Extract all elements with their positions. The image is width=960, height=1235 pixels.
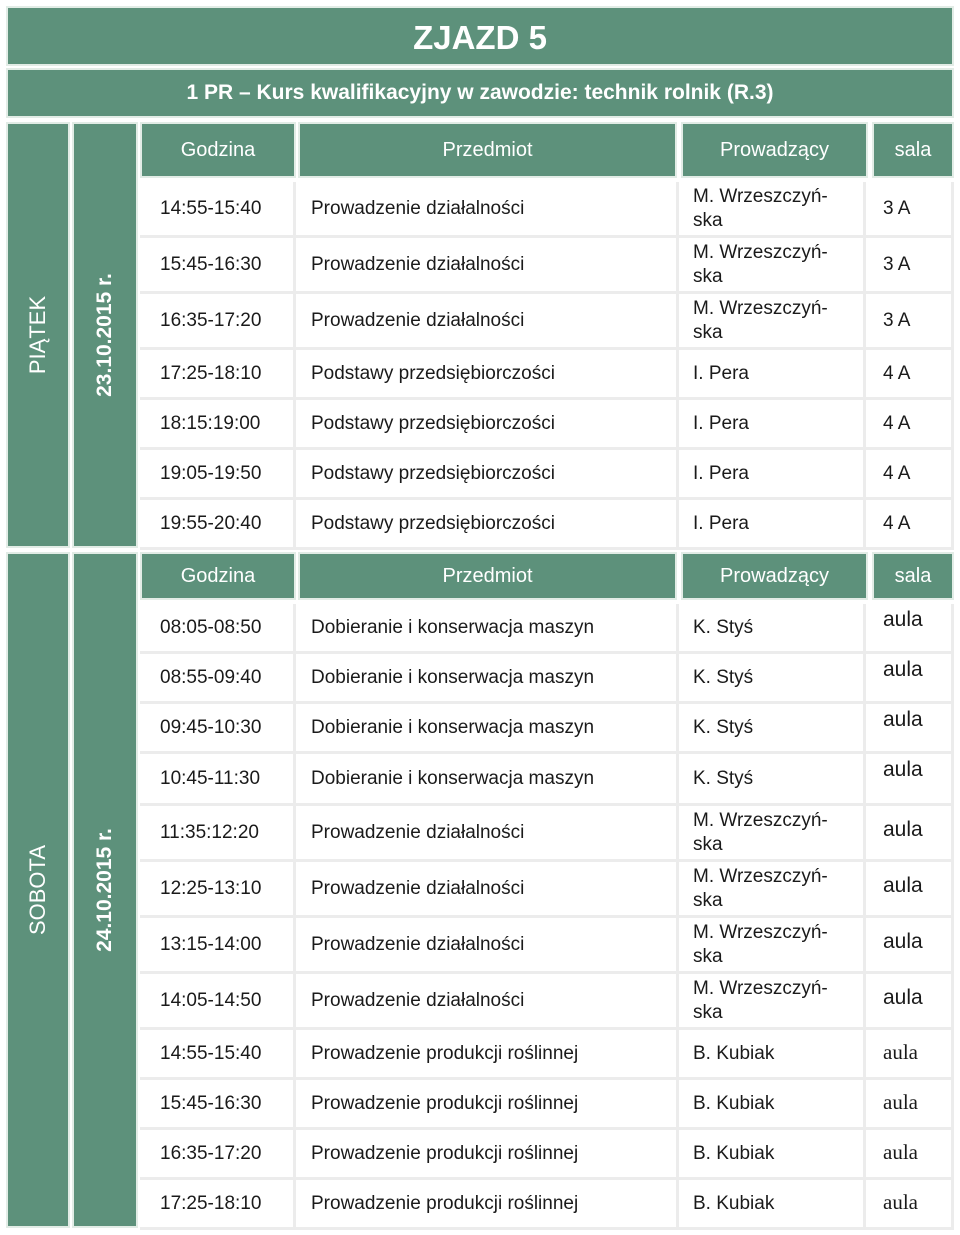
table-row (140, 862, 954, 918)
room-cell: aula (866, 862, 954, 918)
day-label-saturday: SOBOTA (25, 844, 50, 936)
header-room: sala (872, 552, 954, 600)
table-row (140, 238, 954, 294)
room-cell: aula (866, 704, 954, 754)
subject-cell: Dobieranie i konserwacja maszyn (296, 604, 679, 654)
table-row (140, 1030, 954, 1080)
room-cell: aula (866, 1030, 954, 1080)
time-cell: 11:35:12:20 (140, 806, 296, 862)
teacher-cell: K. Styś (679, 704, 866, 754)
subject-cell: Prowadzenie działalności (296, 294, 679, 350)
header-time: Godzina (140, 122, 296, 178)
table-row (140, 654, 954, 704)
teacher-cell: K. Styś (679, 604, 866, 654)
subject-cell: Prowadzenie produkcji roślinnej (296, 1130, 679, 1180)
room-cell: 4 A (866, 450, 954, 500)
teacher-cell: M. Wrzeszczyń- ska (679, 862, 866, 918)
room-cell: aula (866, 806, 954, 862)
subject-cell: Prowadzenie działalności (296, 862, 679, 918)
time-cell: 19:55-20:40 (140, 500, 296, 550)
time-cell: 14:05-14:50 (140, 974, 296, 1030)
time-cell: 08:55-09:40 (140, 654, 296, 704)
header-teacher: Prowadzący (681, 122, 868, 178)
time-cell: 14:55-15:40 (140, 1030, 296, 1080)
day-label-friday: PIĄTEK (25, 295, 50, 375)
teacher-cell: K. Styś (679, 754, 866, 806)
table-row (140, 604, 954, 654)
room-cell: 4 A (866, 350, 954, 400)
room-cell: aula (866, 974, 954, 1030)
subject-cell: Dobieranie i konserwacja maszyn (296, 754, 679, 806)
day-column-friday (6, 122, 70, 548)
teacher-cell: I. Pera (679, 350, 866, 400)
subject-cell: Prowadzenie produkcji roślinnej (296, 1180, 679, 1230)
time-cell: 14:55-15:40 (140, 182, 296, 238)
time-cell: 19:05-19:50 (140, 450, 296, 500)
date-column-saturday (72, 552, 138, 1228)
time-cell: 17:25-18:10 (140, 350, 296, 400)
time-cell: 09:45-10:30 (140, 704, 296, 754)
room-cell: aula (866, 918, 954, 974)
table-row (140, 400, 954, 450)
table-row (140, 500, 954, 550)
table-row (140, 182, 954, 238)
table-row (140, 1180, 954, 1230)
table-row (140, 450, 954, 500)
teacher-cell: K. Styś (679, 654, 866, 704)
room-cell: 3 A (866, 294, 954, 350)
time-cell: 17:25-18:10 (140, 1180, 296, 1230)
teacher-cell: M. Wrzeszczyń- ska (679, 806, 866, 862)
teacher-cell: B. Kubiak (679, 1130, 866, 1180)
time-cell: 15:45-16:30 (140, 238, 296, 294)
room-cell: 4 A (866, 400, 954, 450)
room-cell: 4 A (866, 500, 954, 550)
time-cell: 13:15-14:00 (140, 918, 296, 974)
course-subtitle: 1 PR – Kurs kwalifikacyjny w zawodzie: technik rolnik (R.3) (6, 68, 954, 118)
room-cell: 3 A (866, 182, 954, 238)
teacher-cell: B. Kubiak (679, 1030, 866, 1080)
header-subject: Przedmiot (298, 552, 677, 600)
date-label-friday: 23.10.2015 r. (93, 273, 117, 397)
time-cell: 18:15:19:00 (140, 400, 296, 450)
time-cell: 16:35-17:20 (140, 294, 296, 350)
subject-cell: Podstawy przedsiębiorczości (296, 450, 679, 500)
table-row (140, 918, 954, 974)
page-title: ZJAZD 5 (6, 6, 954, 66)
day-column-saturday (6, 552, 70, 1228)
time-cell: 08:05-08:50 (140, 604, 296, 654)
teacher-cell: M. Wrzeszczyń- ska (679, 182, 866, 238)
teacher-cell: I. Pera (679, 500, 866, 550)
room-cell: 3 A (866, 238, 954, 294)
subject-cell: Dobieranie i konserwacja maszyn (296, 654, 679, 704)
table-row (140, 1130, 954, 1180)
subject-cell: Prowadzenie działalności (296, 182, 679, 238)
time-cell: 15:45-16:30 (140, 1080, 296, 1130)
teacher-cell: M. Wrzeszczyń- ska (679, 238, 866, 294)
room-cell: aula (866, 1130, 954, 1180)
subject-cell: Prowadzenie działalności (296, 238, 679, 294)
teacher-cell: B. Kubiak (679, 1080, 866, 1130)
subject-cell: Prowadzenie działalności (296, 806, 679, 862)
table-row (140, 754, 954, 806)
teacher-cell: B. Kubiak (679, 1180, 866, 1230)
time-cell: 10:45-11:30 (140, 754, 296, 806)
subject-cell: Prowadzenie działalności (296, 974, 679, 1030)
subject-cell: Podstawy przedsiębiorczości (296, 400, 679, 450)
room-cell: aula (866, 754, 954, 806)
table-row (140, 704, 954, 754)
time-cell: 12:25-13:10 (140, 862, 296, 918)
subject-cell: Podstawy przedsiębiorczości (296, 500, 679, 550)
table-row (140, 806, 954, 862)
header-time: Godzina (140, 552, 296, 600)
subject-cell: Dobieranie i konserwacja maszyn (296, 704, 679, 754)
header-subject: Przedmiot (298, 122, 677, 178)
teacher-cell: I. Pera (679, 400, 866, 450)
teacher-cell: I. Pera (679, 450, 866, 500)
room-cell: aula (866, 654, 954, 704)
teacher-cell: M. Wrzeszczyń- ska (679, 974, 866, 1030)
table-row (140, 294, 954, 350)
date-label-saturday: 24.10.2015 r. (93, 828, 117, 952)
room-cell: aula (866, 1080, 954, 1130)
date-column-friday (72, 122, 138, 548)
teacher-cell: M. Wrzeszczyń- ska (679, 294, 866, 350)
room-cell: aula (866, 1180, 954, 1230)
table-row (140, 350, 954, 400)
subject-cell: Podstawy przedsiębiorczości (296, 350, 679, 400)
header-teacher: Prowadzący (681, 552, 868, 600)
header-room: sala (872, 122, 954, 178)
subject-cell: Prowadzenie działalności (296, 918, 679, 974)
time-cell: 16:35-17:20 (140, 1130, 296, 1180)
table-row (140, 1080, 954, 1130)
teacher-cell: M. Wrzeszczyń- ska (679, 918, 866, 974)
table-row (140, 974, 954, 1030)
room-cell: aula (866, 604, 954, 654)
subject-cell: Prowadzenie produkcji roślinnej (296, 1030, 679, 1080)
subject-cell: Prowadzenie produkcji roślinnej (296, 1080, 679, 1130)
